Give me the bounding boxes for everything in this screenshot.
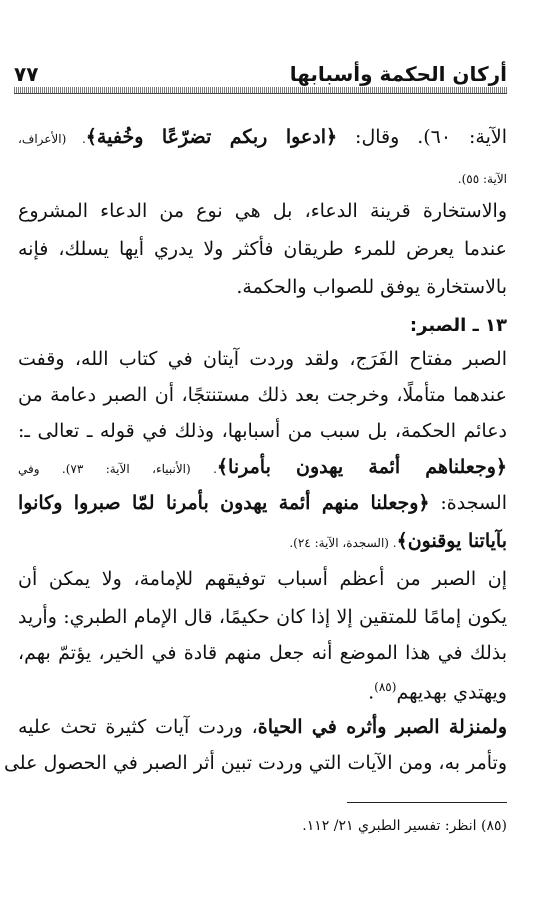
- quran-verse: ﴿ادعوا ربكم تضرّعًا وخُفية﴾: [85, 126, 338, 148]
- text-line: وتأمر به، ومن الآيات التي وردت تبين أثر الصبر في الحصول على: [3, 752, 507, 774]
- quran-verse: بآياتنا يوقنون﴾: [396, 530, 507, 552]
- text-line: والاستخارة قرينة الدعاء، بل هي نوع من الدعاء المشروع: [18, 200, 507, 222]
- quran-verse: ﴿وجعلناهم أئمة يهدون بأمرنا﴾: [216, 456, 508, 478]
- text-line: بالاستخارة يوفق للصواب والحكمة.: [236, 276, 507, 298]
- text-line: بذلك في هذا الموضع أنه جعل منهم قادة في الخير، يؤتمّ بهم،: [18, 642, 507, 664]
- text-line: السجدة: ﴿وجعلنا منهم أئمة يهدون بأمرنا لمّا صبروا وكانوا: [18, 492, 507, 514]
- footnote: [302, 818, 507, 834]
- text-line: عندما يعرض للمرء طريقان فأكثر ولا يدري أيها يسلك، فإنه: [18, 238, 507, 260]
- text-line: بآياتنا يوقنون﴾. (السجدة، الآية: ٢٤).: [289, 530, 507, 552]
- header-rule: [14, 87, 507, 94]
- section-heading: ١٣ ـ الصبر:: [409, 315, 507, 336]
- text-line: الآية: ٦٠). وقال: ﴿ادعوا ربكم تضرّعًا وخُفية﴾. (الأعراف،: [18, 126, 507, 148]
- text-line: عندهما متأملًا، وخرجت بعد ذلك مستنتجًا، أن الصبر دعامة من: [18, 384, 507, 406]
- quran-verse: ﴿وجعلنا منهم أئمة يهدون بأمرنا لمّا صبروا وكانوا: [18, 492, 430, 514]
- running-title: أركان الحكمة وأسبابها: [289, 62, 507, 86]
- text-line: الآية: ٥٥).: [457, 172, 507, 186]
- bold-phrase: ولمنزلة الصبر وأثره في الحياة: [257, 716, 507, 738]
- footnote-rule: [347, 802, 507, 803]
- text-line: ولمنزلة الصبر وأثره في الحياة، وردت آيات كثيرة تحث عليه: [18, 716, 507, 738]
- footnote-ref: (٨٥): [374, 680, 397, 694]
- page-header: [14, 60, 507, 94]
- footnote-text: انظر: تفسير الطبري ٢١/ ١١٢.: [302, 818, 477, 834]
- text-line: دعائم الحكمة، بل سبب من أسبابها، وذلك في قوله ـ تعالى ـ:: [18, 420, 507, 442]
- text-line: إن الصبر من أعظم أسباب توفيقهم للإمامة، ولا يمكن أن: [18, 568, 507, 590]
- page-number: ٧٧: [14, 62, 39, 86]
- text-line: يكون إمامًا للمتقين إلا إذا كان حكيمًا، قال الإمام الطبري: وأريد: [18, 606, 507, 628]
- text-line: ويهتدي بهديهم$^{(٨٥)}$.: [368, 680, 507, 704]
- text-line: الصبر مفتاح الفَرَج، ولقد وردت آيتان في كتاب الله، وقفت: [18, 348, 507, 370]
- footnote-marker: (٨٥): [481, 818, 507, 834]
- text-line: ﴿وجعلناهم أئمة يهدون بأمرنا﴾. (الأنبياء، الآية: ٧٣). وفي: [18, 456, 508, 478]
